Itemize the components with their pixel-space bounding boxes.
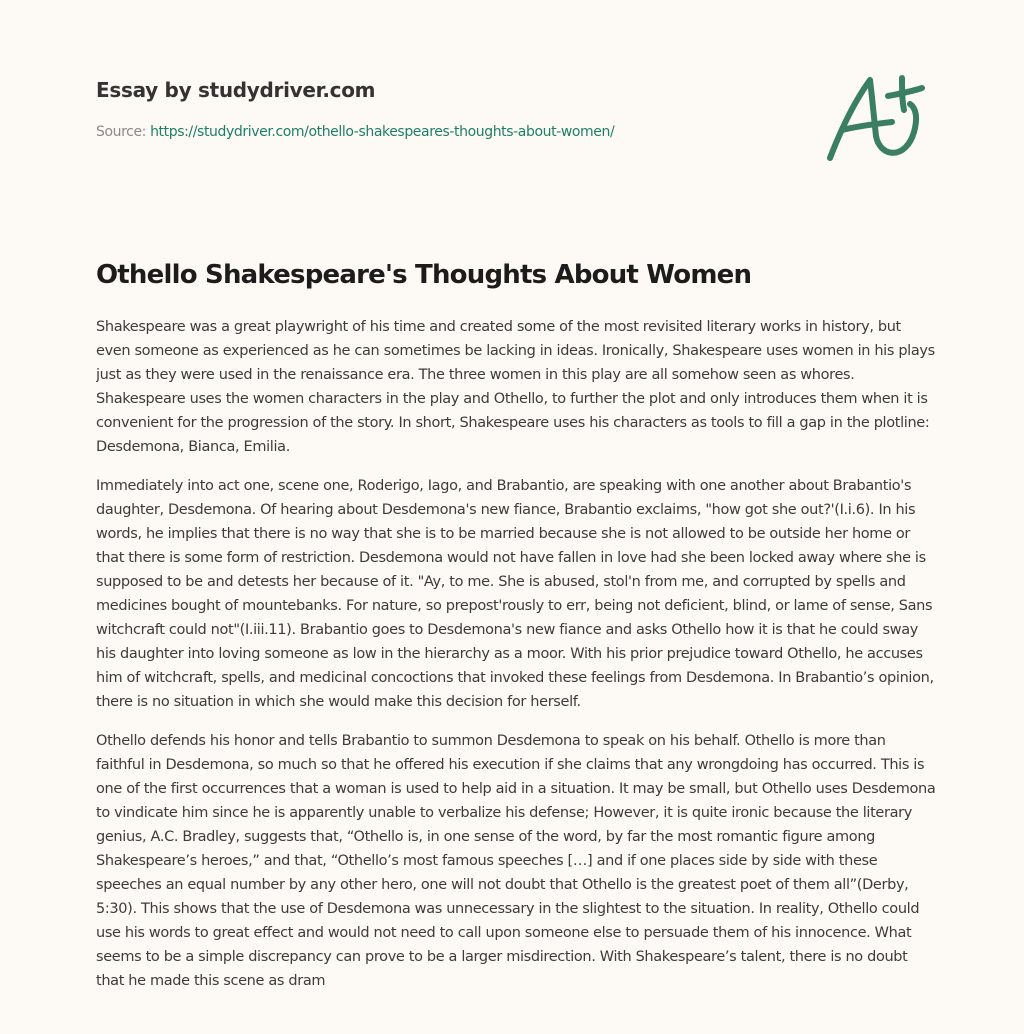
essay-header — [96, 76, 796, 141]
essay-body — [96, 315, 936, 1034]
source-link[interactable]: https://studydriver.com/othello-shakespeares-thoughts-about-women/ — [150, 124, 615, 140]
source-label: Source: — [96, 124, 147, 140]
essay-paragraph: Shakespeare was a great playwright of his time and created some of the most revisited literary works in history, but even someone as experienced as he can sometimes be lacking in ideas. Ironically, Shakespeare uses women in his plays just as they were used in the renaissance era. The three women in this play are all somehow seen as whores. Shakespeare uses the women characters in the play and Othello, to further the plot and only introduces them when it is convenient for the progression of the story. In short, Shakespeare uses his characters as tools to fill a gap in the plotline: Desdemona, Bianca, Emilia. — [96, 319, 935, 455]
essay-title: Othello Shakespeare's Thoughts About Women — [96, 260, 752, 290]
a-plus-grade-icon — [818, 66, 936, 170]
essay-paragraph: Immediately into act one, scene one, Roderigo, Iago, and Brabantio, are speaking with one another about Brabantio's daughter, Desdemona. Of hearing about Desdemona's new fiance, Brabantio exclaims, "how got she out?'(I.i.6). In his words, he implies that there is no way that she is to be married because she is not allowed to be outside her home or that there is some form of restriction. Desdemona would not have fallen in love had she been locked away where she is supposed to be and detests her because of it. "Ay, to me. She is abused, stol'n from me, and corrupted by spells and medicines bought of mountebanks. For nature, so prepost'rously to err, being not deficient, blind, or lame of sense, Sans witchcraft could not"(I.iii.11). Brabantio goes to Desdemona's new fiance and asks Othello how it is that he could sway his daughter into loving someone as low in the hierarchy as a moor. With his prior prejudice toward Othello, he accuses him of witchcraft, spells, and medicinal concoctions that invoked these feelings from Desdemona. In Brabantio’s opinion, there is no situation in which she would make this decision for herself. — [96, 478, 934, 710]
essay-paragraph: Othello defends his honor and tells Brabantio to summon Desdemona to speak on his behalf. Othello is more than faithful in Desdemona, so much so that he offered his execution if she claims that any wrongdoing has occurred. This is one of the first occurrences that a woman is used to help aid in a situation. It may be small, but Othello uses Desdemona to vindicate him since he is apparently unable to verbalize his defense; However, it is quite ironic because the literary genius, A.C. Bradley, suggests that, “Othello is, in one sense of the word, by far the most romantic figure among Shakespeare’s heroes,” and that, “Othello’s most famous speeches […] and if one places side by side with these speeches an equal number by any other hero, one will not doubt that Othello is the greatest poet of them all”(Derby, 5:30). This shows that the use of Desdemona was unnecessary in the slightest to the situation. In reality, Othello could use his words to great effect and would not need to call upon someone else to persuade them of his innocence. What seems to be a simple discrepancy can prove to be a larger misdirection. With Shakespeare’s talent, there is no doubt that he made this scene as dram — [96, 733, 936, 989]
source-line — [96, 123, 796, 141]
site-title: Essay by studydriver.com — [96, 78, 376, 102]
